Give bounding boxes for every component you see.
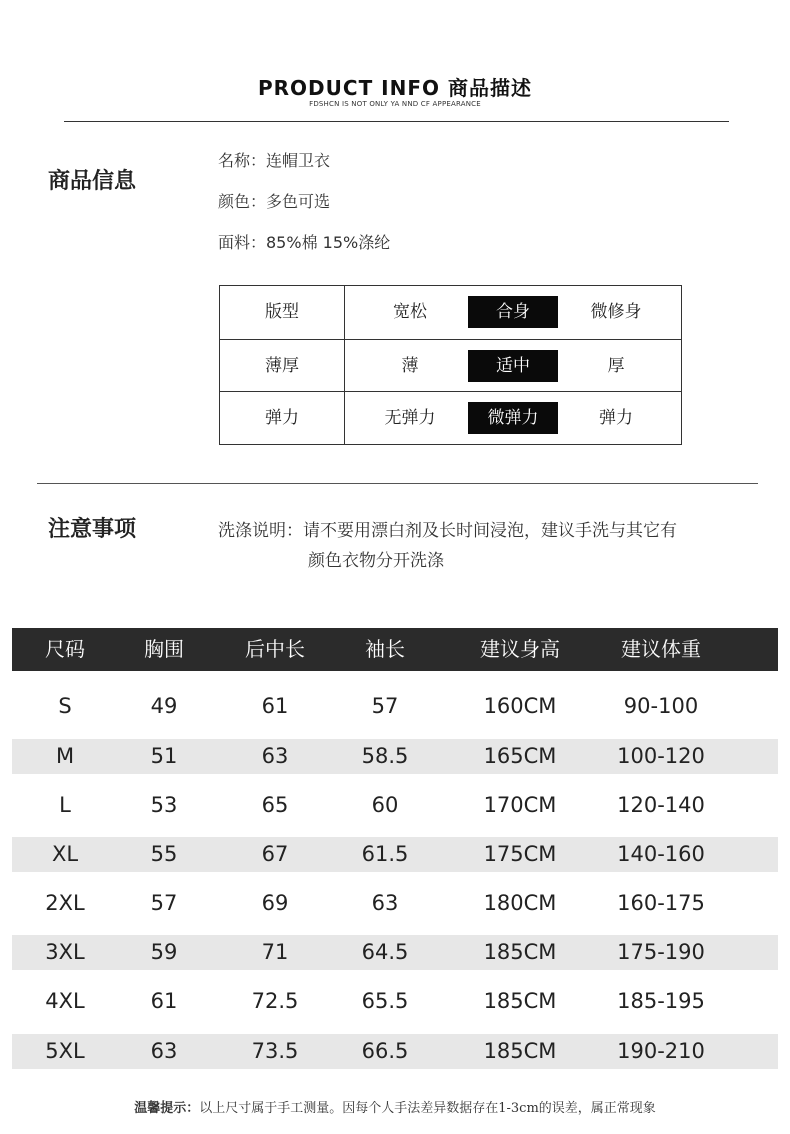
table-cell: 100-120	[617, 744, 705, 768]
table-cell: 190-210	[617, 1039, 705, 1063]
column-header-size: 尺码	[45, 637, 85, 661]
table-row	[12, 1034, 778, 1069]
table-cell: 51	[150, 744, 178, 768]
info-fabric: 面料：85%棉 15%涤纶	[218, 233, 391, 252]
table-cell: S	[58, 694, 72, 718]
table-cell: 49	[150, 694, 178, 718]
column-header-length: 后中长	[245, 637, 305, 661]
table-cell: 65	[261, 793, 289, 817]
header-divider	[64, 121, 729, 122]
table-cell: 55	[150, 842, 178, 866]
table-cell: 58.5	[361, 744, 409, 768]
table-cell: 180CM	[483, 891, 557, 915]
care-instructions	[218, 516, 738, 576]
table-row	[12, 788, 778, 823]
table-cell: 61.5	[361, 842, 409, 866]
table-row	[12, 739, 778, 774]
column-header-height: 建议身高	[480, 637, 560, 661]
attribute-row-thickness	[220, 339, 681, 391]
attribute-option: 宽松	[393, 302, 427, 322]
table-cell: 165CM	[483, 744, 557, 768]
table-row	[12, 886, 778, 921]
footer-note-label: 温馨提示：	[134, 1101, 200, 1116]
info-color: 颜色：多色可选	[218, 192, 331, 211]
table-cell: 160CM	[483, 694, 557, 718]
selected-badge: 合身	[468, 296, 558, 328]
table-cell: 61	[150, 989, 178, 1013]
table-cell: 4XL	[45, 989, 85, 1013]
attribute-row-fit	[220, 286, 681, 338]
table-row	[12, 837, 778, 872]
table-cell: 73.5	[251, 1039, 299, 1063]
table-cell: 120-140	[617, 793, 705, 817]
table-row	[12, 689, 778, 724]
table-cell: 65.5	[361, 989, 409, 1013]
care-line-1: 洗涤说明：请不要用漂白剂及长时间浸泡，建议手洗与其它有	[218, 521, 677, 541]
table-cell: 140-160	[617, 842, 705, 866]
table-cell: 63	[371, 891, 399, 915]
table-row	[12, 984, 778, 1019]
table-cell: 185-195	[617, 989, 705, 1013]
table-cell: 175CM	[483, 842, 557, 866]
table-cell: 57	[371, 694, 399, 718]
table-cell: XL	[51, 842, 79, 866]
table-cell: 185CM	[483, 1039, 557, 1063]
attribute-option: 微修身	[590, 302, 642, 322]
attribute-option-selected	[468, 340, 558, 392]
table-cell: 5XL	[45, 1039, 85, 1063]
table-cell: 175-190	[617, 940, 705, 964]
selected-badge: 适中	[468, 350, 558, 382]
column-header-chest: 胸围	[144, 637, 184, 661]
care-heading: 注意事项	[48, 517, 137, 542]
attribute-option: 无弹力	[384, 408, 436, 428]
table-cell: 185CM	[483, 940, 557, 964]
attribute-option: 厚	[607, 356, 625, 376]
attribute-row-elasticity	[220, 391, 681, 443]
attribute-label: 薄厚	[265, 356, 299, 376]
table-cell: 57	[150, 891, 178, 915]
size-table-header	[12, 628, 778, 671]
footer-note	[0, 1097, 790, 1116]
attribute-option: 弹力	[599, 408, 633, 428]
table-cell: 160-175	[617, 891, 705, 915]
selected-badge: 微弹力	[468, 402, 558, 434]
table-cell: 69	[261, 891, 289, 915]
table-cell: 170CM	[483, 793, 557, 817]
table-cell: 72.5	[251, 989, 299, 1013]
table-cell: 64.5	[361, 940, 409, 964]
table-cell: 59	[150, 940, 178, 964]
column-header-sleeve: 袖长	[365, 637, 405, 661]
table-cell: L	[59, 793, 71, 817]
attribute-table	[219, 285, 682, 445]
product-info-heading: 商品信息	[48, 169, 137, 194]
table-cell: 67	[261, 842, 289, 866]
table-cell: 63	[150, 1039, 178, 1063]
table-row	[12, 935, 778, 970]
table-cell: 60	[371, 793, 399, 817]
table-cell: 61	[261, 694, 289, 718]
page-subtitle: FDSHCN IS NOT ONLY YA NND CF APPEARANCE	[309, 100, 481, 108]
table-cell: 185CM	[483, 989, 557, 1013]
table-cell: 71	[261, 940, 289, 964]
section-divider	[37, 483, 758, 484]
table-cell: 66.5	[361, 1039, 409, 1063]
table-cell: 3XL	[45, 940, 85, 964]
attribute-label: 版型	[265, 302, 299, 322]
care-line-2: 颜色衣物分开洗涤	[308, 551, 444, 571]
table-cell: 53	[150, 793, 178, 817]
attribute-option: 薄	[401, 356, 419, 376]
column-header-weight: 建议体重	[621, 637, 701, 661]
table-cell: 90-100	[623, 694, 699, 718]
table-cell: 63	[261, 744, 289, 768]
table-cell: M	[55, 744, 75, 768]
attribute-option-selected	[468, 286, 558, 338]
table-cell: 2XL	[45, 891, 85, 915]
attribute-label: 弹力	[265, 408, 299, 428]
footer-note-text: 以上尺寸属于手工测量。因每个人手法差异数据存在1-3cm的误差，属正常现象	[199, 1101, 656, 1116]
attribute-option-selected	[468, 392, 558, 444]
info-name: 名称：连帽卫衣	[218, 151, 331, 170]
page-title: PRODUCT INFO 商品描述	[258, 76, 532, 100]
